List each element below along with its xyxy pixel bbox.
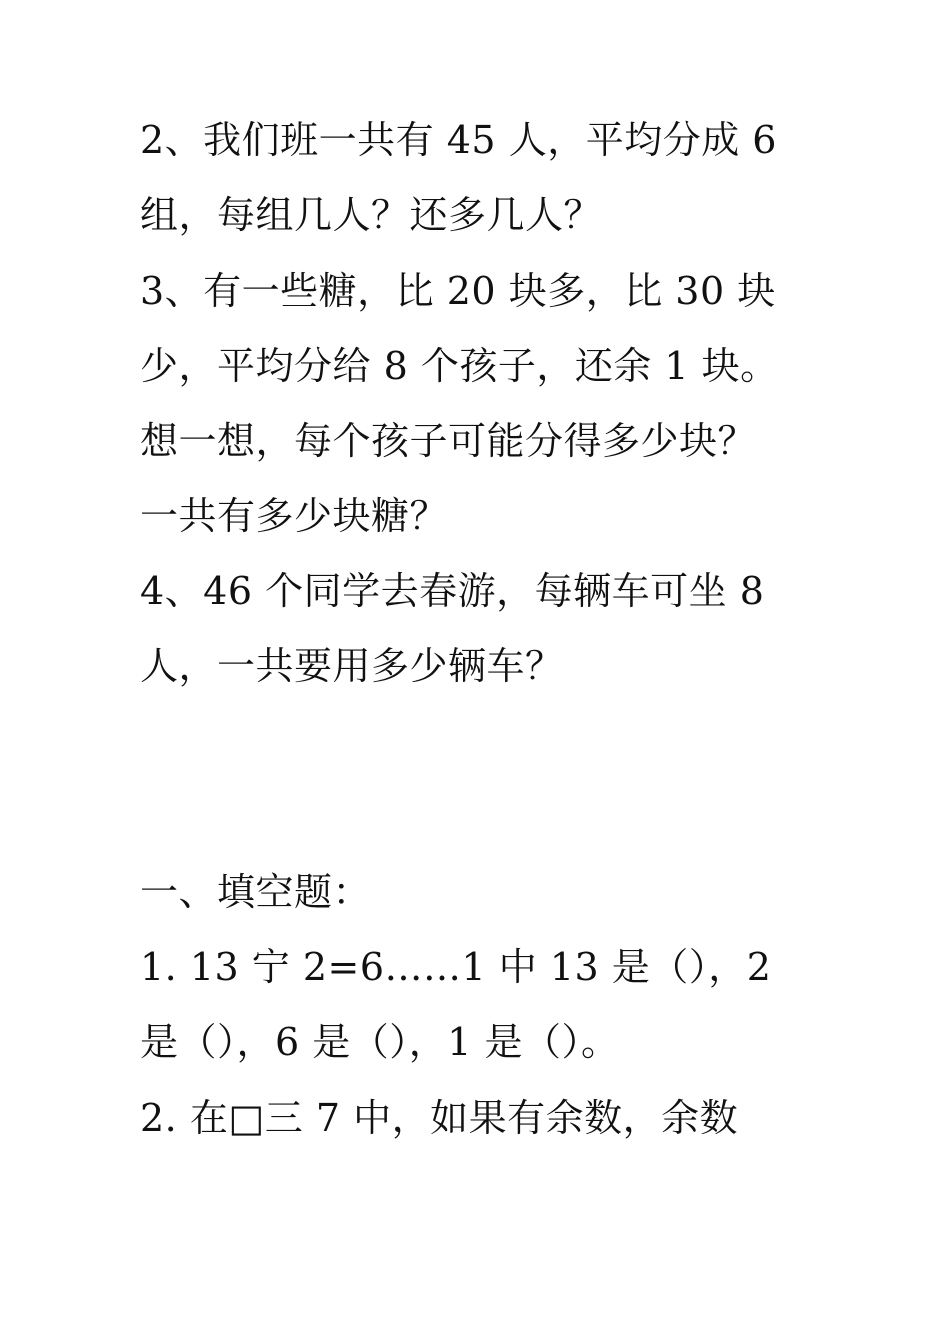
fill-blank-q2-line-1: 2. 在□三 7 中，如果有余数，余数 <box>140 1096 739 1140</box>
fill-blank-q1-line-1: 1. 13 宁 2=6……1 中 13 是（），2 <box>140 945 772 989</box>
problem-2-line-2: 组，每组几人？还多几人？ <box>140 193 603 237</box>
problem-3-line-2: 少，平均分给 8 个孩子，还余 1 块。 <box>140 344 779 388</box>
fill-blank-q1-line-2: 是（），6 是（），1 是（）。 <box>140 1020 620 1064</box>
problem-3-line-1: 3、有一些糖，比 20 块多，比 30 块 <box>140 269 776 313</box>
problem-4-line-2: 人，一共要用多少辆车？ <box>140 644 564 688</box>
section-title: 一、填空题： <box>140 870 372 914</box>
problem-3-line-3: 想一想，每个孩子可能分得多少块？ <box>140 419 757 463</box>
problem-3-line-4: 一共有多少块糖？ <box>140 494 449 538</box>
problem-2-line-1: 2、我们班一共有 45 人，平均分成 6 <box>140 118 777 162</box>
problem-4-line-1: 4、46 个同学去春游，每辆车可坐 8 <box>140 569 765 613</box>
